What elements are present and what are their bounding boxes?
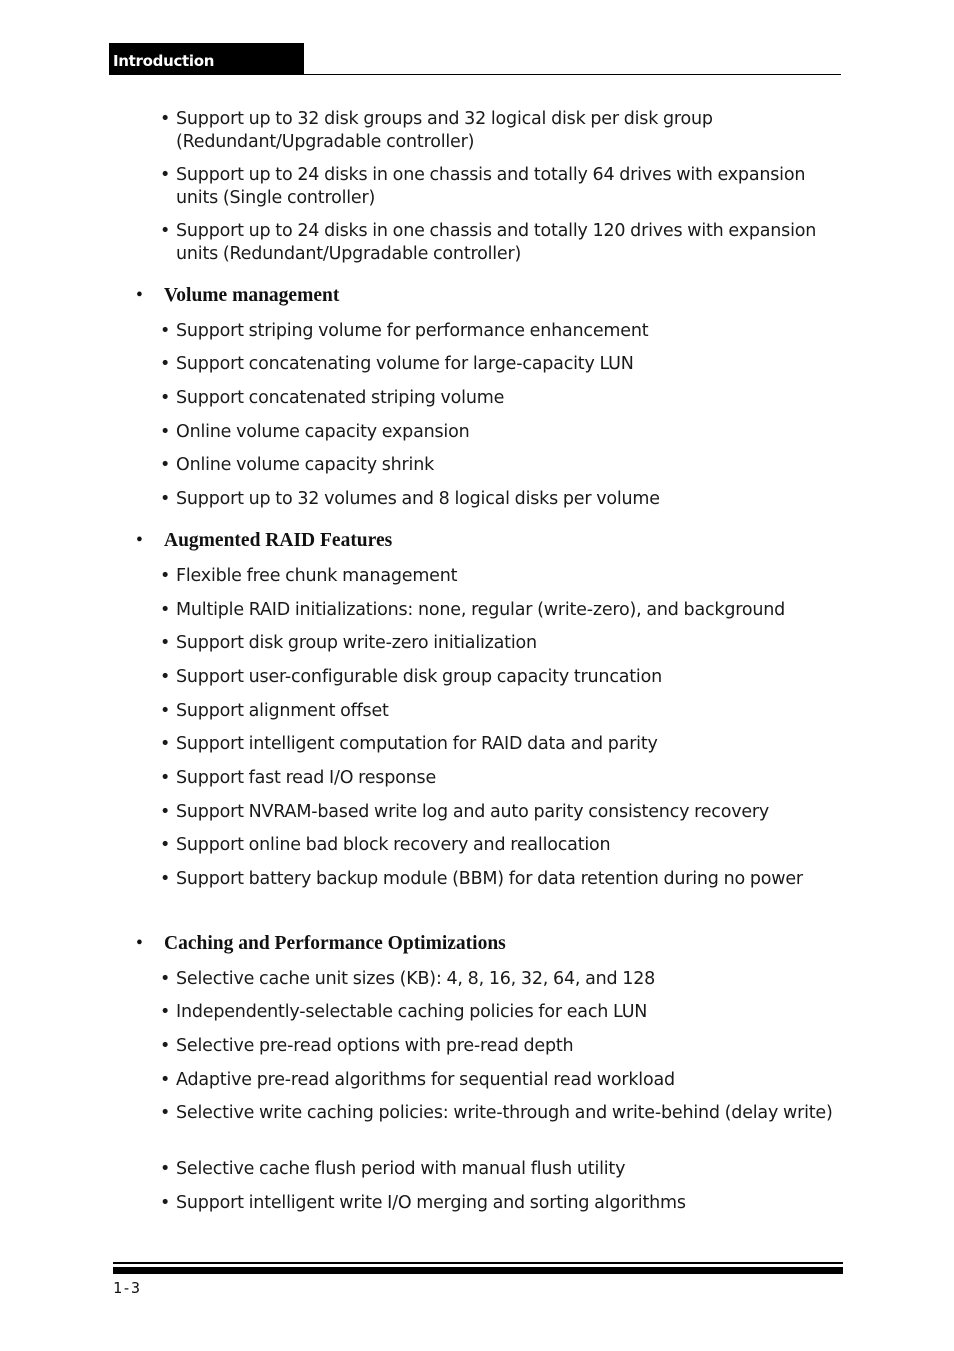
list-item-text: Adaptive pre-read algorithms for sequential read workload <box>176 1070 675 1090</box>
list-item-text: Support intelligent computation for RAID data and parity <box>176 734 658 754</box>
bullet: • <box>160 633 171 653</box>
header-rule <box>109 74 841 75</box>
bullet: • <box>160 802 171 822</box>
list-item <box>160 454 840 477</box>
bullet: • <box>160 321 171 341</box>
bullet: • <box>160 734 171 754</box>
list-item <box>160 1158 840 1181</box>
list-item <box>160 488 840 511</box>
bullet: • <box>160 1193 171 1213</box>
bullet: • <box>160 835 171 855</box>
section-heading <box>136 529 392 553</box>
bullet: • <box>160 455 171 475</box>
list-item-text: Support up to 24 disks in one chassis and totally 120 drives with expansion units (Redundant/Upgradable controller) <box>176 221 817 264</box>
list-item-text: Selective cache unit sizes (KB): 4, 8, 16, 32, 64, and 128 <box>176 969 656 989</box>
bullet: • <box>160 1103 171 1123</box>
list-item <box>160 1069 840 1092</box>
footer-rule-thin <box>113 1262 843 1264</box>
list-item-text: Selective write caching policies: write-through and write-behind (delay write) <box>176 1103 833 1123</box>
list-item <box>160 164 840 210</box>
list-item <box>160 700 840 723</box>
list-item <box>160 599 840 622</box>
bullet: • <box>160 566 171 586</box>
list-item-text: Support up to 32 disk groups and 32 logical disk per disk group (Redundant/Upgradable controller) <box>176 109 713 152</box>
page-number: 1-3 <box>113 1279 141 1297</box>
list-item <box>160 801 840 824</box>
section-header-tab: Introduction <box>109 43 304 75</box>
list-item-text: Support fast read I/O response <box>176 768 437 788</box>
list-item <box>160 108 840 154</box>
bullet: • <box>160 1159 171 1179</box>
list-item-text: Support up to 24 disks in one chassis and totally 64 drives with expansion units (Single controller) <box>176 165 806 208</box>
list-item-text: Online volume capacity expansion <box>176 422 470 442</box>
list-item <box>160 1192 840 1215</box>
list-item-text: Selective pre-read options with pre-read depth <box>176 1036 574 1056</box>
section-heading <box>136 932 506 956</box>
section-heading-text: Volume management <box>164 285 340 306</box>
bullet: • <box>160 221 171 241</box>
list-item-text: Multiple RAID initializations: none, regular (write-zero), and background <box>176 600 786 620</box>
bullet: • <box>160 701 171 721</box>
bullet: • <box>160 969 171 989</box>
list-item <box>160 868 840 891</box>
list-item-text: Support intelligent write I/O merging and sorting algorithms <box>176 1193 686 1213</box>
list-item-text: Flexible free chunk management <box>176 566 458 586</box>
list-item-text: Support disk group write-zero initialization <box>176 633 537 653</box>
list-item <box>160 834 840 857</box>
list-item <box>160 1001 840 1024</box>
list-item-text: Support up to 32 volumes and 8 logical disks per volume <box>176 489 660 509</box>
list-item-text: Online volume capacity shrink <box>176 455 435 475</box>
bullet: • <box>160 600 171 620</box>
list-item-text: Independently-selectable caching policies for each LUN <box>176 1002 648 1022</box>
list-item <box>160 632 840 655</box>
list-item <box>160 1035 840 1058</box>
list-item <box>160 1102 840 1125</box>
bullet: • <box>160 869 171 889</box>
bullet: • <box>136 530 143 551</box>
section-heading <box>136 284 339 308</box>
footer-rule-thick <box>113 1267 843 1274</box>
bullet: • <box>136 285 143 306</box>
list-item-text: Support user-configurable disk group capacity truncation <box>176 667 662 687</box>
list-item-text: Selective cache flush period with manual flush utility <box>176 1159 626 1179</box>
bullet: • <box>160 1002 171 1022</box>
bullet: • <box>160 489 171 509</box>
list-item-text: Support concatenated striping volume <box>176 388 505 408</box>
list-item <box>160 320 840 343</box>
bullet: • <box>160 354 171 374</box>
list-item <box>160 565 840 588</box>
list-item <box>160 767 840 790</box>
bullet: • <box>136 933 143 954</box>
list-item <box>160 968 840 991</box>
section-heading-text: Augmented RAID Features <box>164 530 393 551</box>
list-item <box>160 220 840 266</box>
list-item-text: Support battery backup module (BBM) for data retention during no power <box>176 869 803 889</box>
list-item <box>160 353 840 376</box>
list-item <box>160 387 840 410</box>
list-item-text: Support NVRAM-based write log and auto parity consistency recovery <box>176 802 770 822</box>
bullet: • <box>160 1036 171 1056</box>
section-heading-text: Caching and Performance Optimizations <box>164 933 506 954</box>
list-item <box>160 421 840 444</box>
bullet: • <box>160 667 171 687</box>
bullet: • <box>160 109 171 129</box>
bullet: • <box>160 388 171 408</box>
list-item <box>160 733 840 756</box>
list-item-text: Support alignment offset <box>176 701 389 721</box>
list-item <box>160 666 840 689</box>
list-item-text: Support concatenating volume for large-capacity LUN <box>176 354 634 374</box>
bullet: • <box>160 768 171 788</box>
bullet: • <box>160 1070 171 1090</box>
list-item-text: Support striping volume for performance enhancement <box>176 321 649 341</box>
bullet: • <box>160 422 171 442</box>
list-item-text: Support online bad block recovery and reallocation <box>176 835 611 855</box>
bullet: • <box>160 165 171 185</box>
